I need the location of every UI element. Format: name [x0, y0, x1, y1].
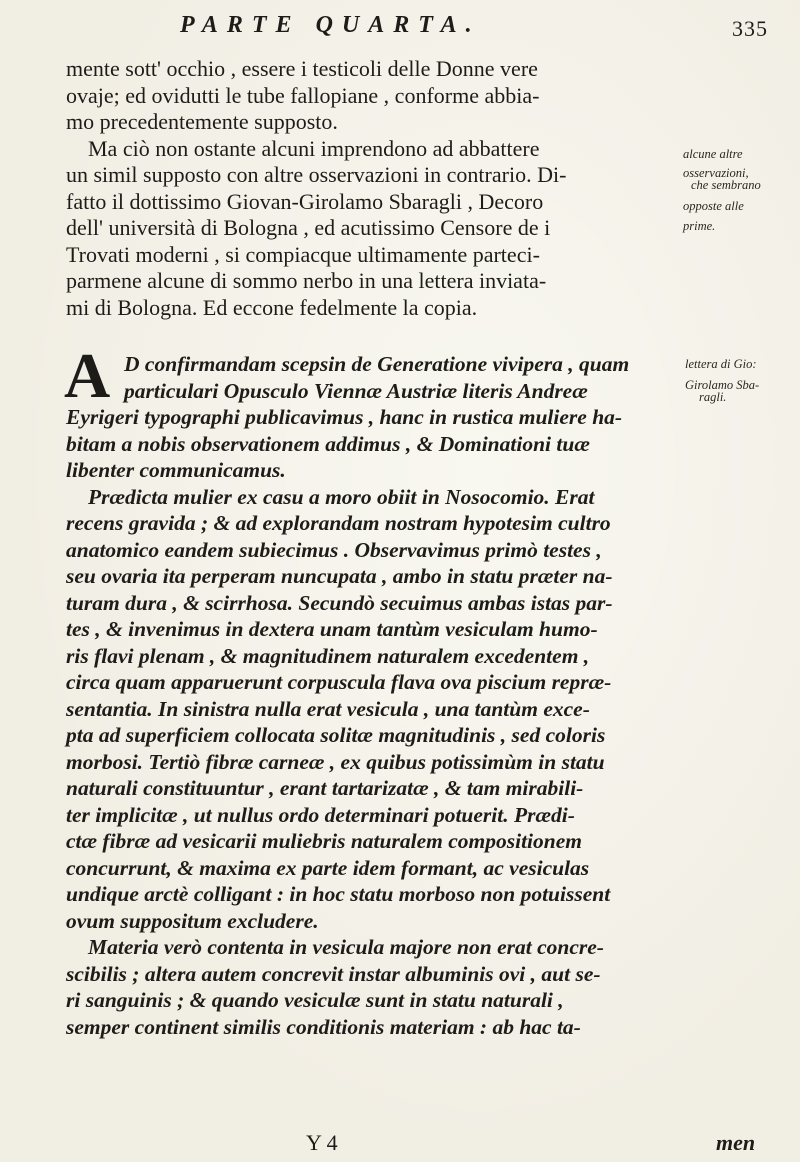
text-line: tes , & invenimus in dextera unam tantùm vesiculam humo- [66, 617, 598, 641]
text-line: turam dura , & scirrhosa. Secundò secuimus ambas istas par- [66, 590, 613, 615]
vernacular-paragraphs [66, 56, 621, 321]
margin-note-line: osservazioni, [683, 165, 749, 180]
margin-note-line: ragli. [699, 390, 727, 404]
margin-note-line: opposte alle [683, 198, 744, 213]
margin-note-line: prime. [683, 219, 716, 233]
text-line: concurrunt, & maxima ex parte idem formant, ac vesiculas [66, 855, 590, 880]
catchword: men [716, 1130, 756, 1155]
text-line: Eyrigeri typographi publicavimus , hanc in rustica muliere ha- [66, 405, 623, 429]
text-line: naturali constituuntur , erant tartarizatæ , & tam mirabili- [66, 776, 584, 800]
text-line: Ma ciò non ostante alcuni imprendono ad abbattere [88, 135, 540, 161]
text-line: semper continent similis conditionis materiam : ab hac ta- [66, 1014, 581, 1039]
text-line: mo precedentemente supposto. [66, 109, 338, 134]
text-line: ri sanguinis ; & quando vesiculæ sunt in statu naturali , [66, 988, 564, 1012]
text-line: scibilis ; altera autem concrevit instar albuminis ovi , aut se- [66, 961, 601, 986]
margin-note-line: che sembrano [691, 178, 761, 192]
text-line: mi di Bologna. Ed eccone fedelmente la copia. [66, 294, 478, 320]
text-line: ter implicitæ , ut nullus ordo determinari potuerit. Prædi- [66, 802, 575, 827]
margin-note-line: Girolamo Sba- [685, 377, 760, 392]
text-line: Trovati moderni , si compiacque ultimamente parteci- [66, 241, 540, 267]
text-line: particulari Opusculo Viennæ Austriæ literis Andreæ [124, 378, 588, 403]
text-line: pta ad superficiem collocata solitæ magnitudinis , sed coloris [66, 723, 606, 747]
margin-note-2 [685, 358, 759, 404]
text-line: bitam a nobis observationem addimus , & Dominationi tuæ [66, 431, 590, 456]
text-line: Materia verò contenta in vesicula majore non erat concre- [88, 935, 604, 959]
margin-note-line: alcune altre [683, 147, 743, 161]
text-line: anatomico eandem subiecimus . Observavimus primò testes , [66, 537, 602, 562]
text-line: seu ovaria ita perperam nuncupata , ambo in statu præter na- [66, 564, 613, 588]
text-line: fatto il dottissimo Giovan-Girolamo Sbaragli , Decoro [66, 188, 544, 214]
page-number: 335 [732, 16, 768, 41]
text-line: recens gravida ; & ad explorandam nostram hypotesim cultro [66, 511, 611, 535]
text-line: D confirmandam scepsin de Generatione vivipera , quam [124, 352, 630, 376]
drop-capital-letter: A [64, 340, 111, 411]
text-line: circa quam apparuerunt corpuscula flava ova piscium repræ- [66, 670, 612, 694]
signature-mark: Y 4 [306, 1130, 338, 1155]
text-line: ovaje; ed ovidutti le tube fallopiane , conforme abbia- [66, 82, 540, 108]
text-line: Prædicta mulier ex casu a moro obiit in Nosocomio. Erat [88, 484, 595, 509]
text-line: mente sott' occhio , essere i testicoli delle Donne vere [66, 56, 538, 81]
text-line: un simil supposto con altre osservazioni in contrario. Di- [66, 162, 567, 187]
text-line: morbosi. Tertiò fibræ carneæ , ex quibus potissimùm in statu [66, 749, 605, 774]
margin-note-1 [683, 148, 761, 233]
running-title: PARTE QUARTA. [180, 12, 481, 38]
text-line: dell' università di Bologna , ed acutissimo Censore de i [66, 215, 551, 240]
text-line: parmene alcune di sommo nerbo in una lettera inviata- [66, 268, 547, 293]
text-line: ctæ fibræ ad vesicarii muliebris naturalem compositionem [66, 829, 582, 853]
margin-note-line: lettera di Gio: [685, 357, 757, 371]
text-line: ovum suppositum excludere. [66, 908, 319, 933]
latin-letter [66, 350, 646, 1039]
text-line: undique arctè colligant : in hoc statu morboso non potuissent [66, 882, 611, 906]
text-line: libenter communicamus. [66, 458, 286, 482]
text-line: sentantia. In sinistra nulla erat vesicula , una tantùm exce- [66, 696, 590, 721]
text-line: ris flavi plenam , & magnitudinem naturalem excedentem , [66, 643, 590, 668]
